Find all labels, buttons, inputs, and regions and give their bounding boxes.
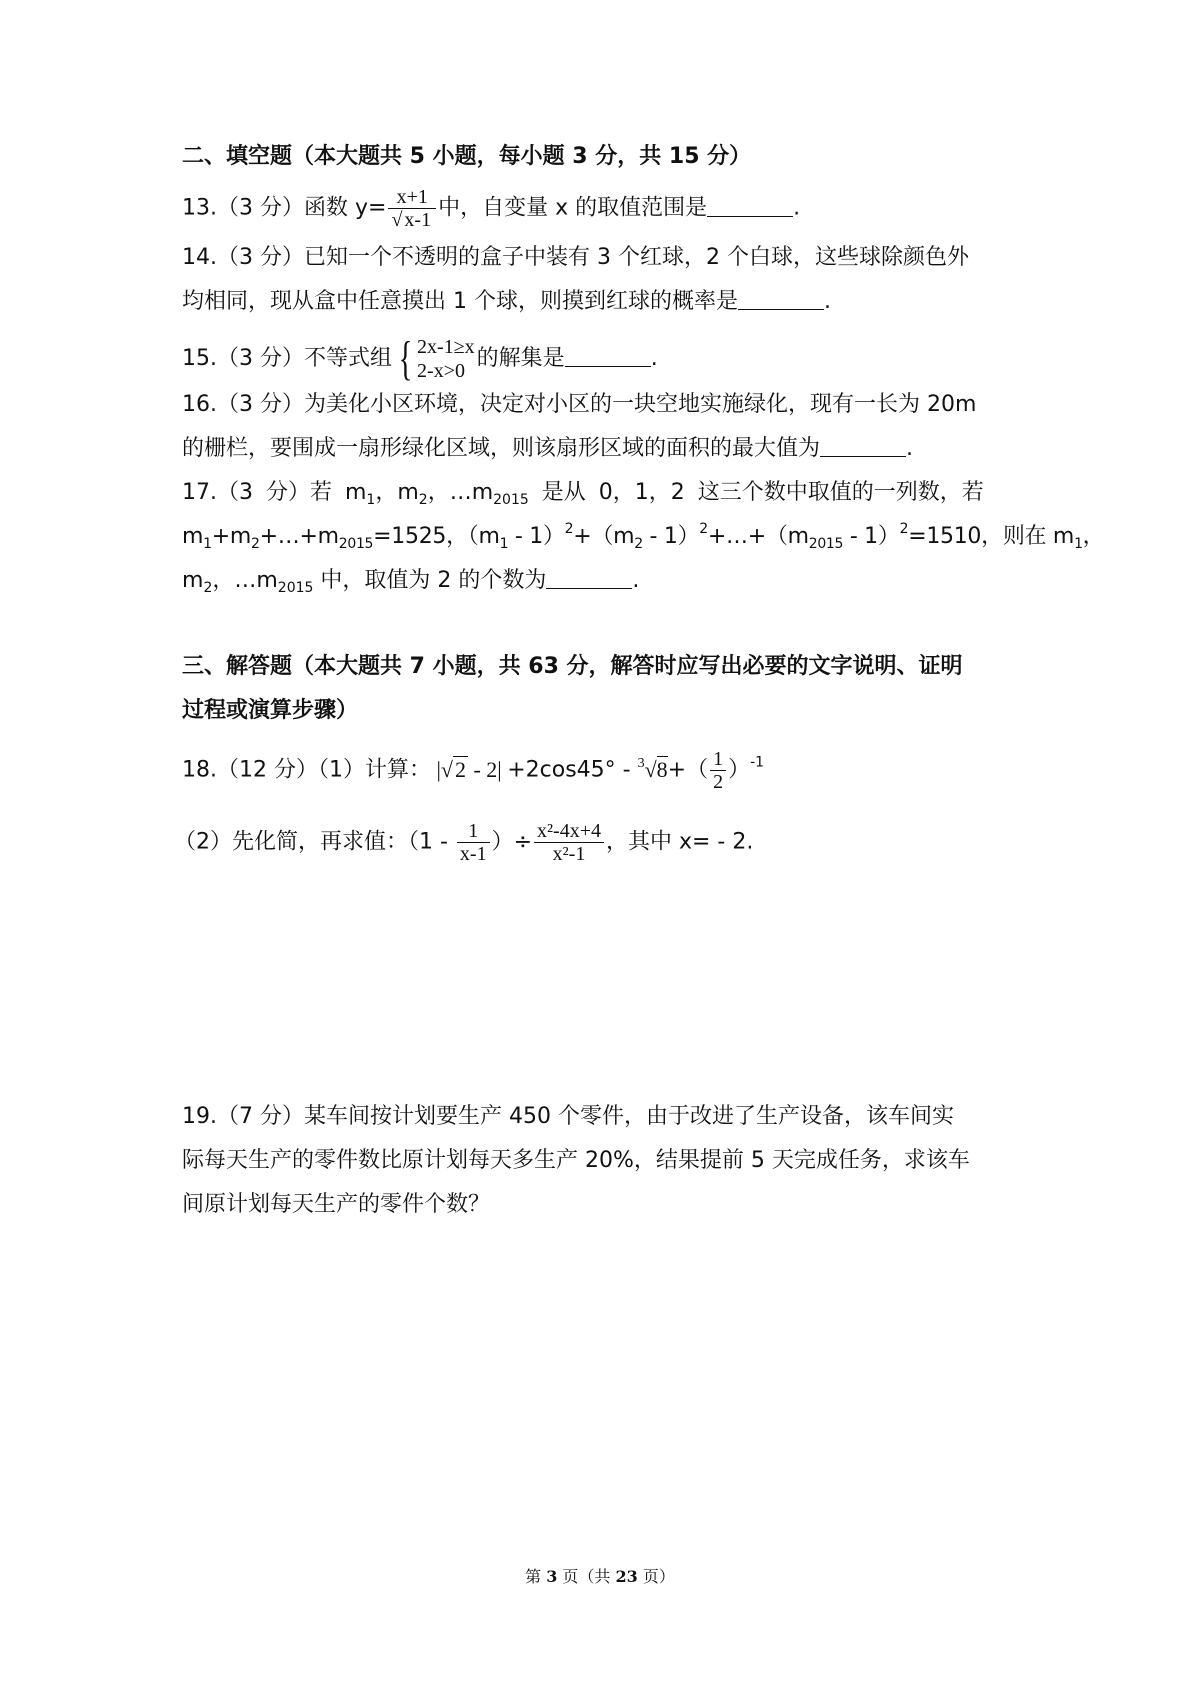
left-brace: { bbox=[398, 332, 413, 385]
question-19-line-3: 间原计划每天生产的零件个数？ bbox=[182, 1192, 491, 1217]
q16-period: . bbox=[906, 436, 914, 461]
subscript: 2015 bbox=[493, 492, 529, 508]
total-pages: 23 bbox=[615, 1567, 638, 1586]
q17-text: 中，取值为 2 的个数为 bbox=[313, 568, 547, 593]
question-14-line-1: 14.（3 分）已知一个不透明的盒子中装有 3 个红球，2 个白球，这些球除颜色外 bbox=[182, 245, 969, 270]
q17-text: ，m bbox=[375, 480, 419, 505]
q13-period: . bbox=[793, 195, 801, 221]
q13-suffix: 中，自变量 x 的取值范围是 bbox=[438, 195, 708, 221]
root-index: 3 bbox=[637, 755, 645, 771]
q18-p2-prefix: （2）先化简，再求值：（1 - bbox=[174, 829, 455, 855]
answer-blank bbox=[546, 568, 632, 589]
denominator: x-1 bbox=[459, 843, 487, 865]
q13-numerator: x+1 bbox=[388, 186, 436, 209]
q14-text: 均相同，现从盒中任意摸出 1 个球，则摸到红球的概率是 bbox=[182, 289, 738, 314]
answer-blank bbox=[820, 436, 906, 457]
superscript: 2 bbox=[899, 521, 909, 537]
page-footer bbox=[0, 1564, 1200, 1587]
answer-blank bbox=[707, 196, 793, 217]
q17-text: +…+（m bbox=[707, 524, 809, 549]
q18-close: ） bbox=[728, 757, 751, 783]
half-fraction bbox=[710, 748, 726, 793]
numerator: x²-4x+4 bbox=[534, 820, 604, 843]
subscript: 2015 bbox=[338, 536, 374, 552]
q18-prefix: 18.（12 分）（1）计算： bbox=[182, 757, 431, 783]
q13-denominator bbox=[388, 209, 436, 231]
exponent: -1 bbox=[750, 754, 765, 771]
fraction-quadratic bbox=[534, 820, 604, 865]
question-17-line-1 bbox=[182, 478, 984, 508]
denominator: 2 bbox=[713, 771, 724, 793]
subscript: 1 bbox=[366, 492, 376, 508]
q17-text: +m bbox=[211, 524, 252, 549]
q17-text: +…+m bbox=[259, 524, 339, 549]
question-18-part-1 bbox=[182, 748, 764, 793]
q17-text: - 1） bbox=[642, 524, 700, 549]
q17-text: =1525，（m bbox=[373, 524, 500, 549]
question-16-line-1: 16.（3 分）为美化小区环境，决定对小区的一块空地实施绿化，现有一长为 20m bbox=[182, 392, 977, 417]
inequality-row-2: 2-x>0 bbox=[417, 360, 465, 382]
question-15 bbox=[182, 334, 658, 384]
q17-text: ，…m bbox=[427, 480, 494, 505]
q17-text: 是从 0，1，2 这三个数中取值的一列数，若 bbox=[528, 480, 984, 505]
absolute-value: |√2 - 2| bbox=[431, 757, 507, 782]
subscript: 2015 bbox=[277, 580, 314, 596]
subscript: 2 bbox=[634, 536, 643, 552]
abs-tail: - 2 bbox=[467, 756, 498, 782]
question-17-line-2 bbox=[182, 522, 1104, 552]
q17-text: m bbox=[182, 524, 204, 549]
q15-suffix: 的解集是 bbox=[476, 346, 565, 371]
subscript: 2 bbox=[418, 492, 428, 508]
q17-period: . bbox=[632, 568, 640, 593]
subscript: 1 bbox=[203, 536, 212, 552]
q16-text: 的栅栏，要围成一扇形绿化区域，则该扇形区域的面积的最大值为 bbox=[182, 436, 821, 461]
numerator: 1 bbox=[457, 820, 490, 843]
inequality-system bbox=[394, 334, 475, 384]
page-number: 3 bbox=[546, 1567, 558, 1586]
subscript: 1 bbox=[1074, 536, 1083, 552]
q17-text: 17.（3 分）若 m bbox=[182, 480, 367, 505]
subscript: 2 bbox=[251, 536, 260, 552]
inequality-row-1: 2x-1≥x bbox=[417, 336, 475, 358]
radicand: 8 bbox=[656, 756, 668, 782]
q18-p2-suffix: ，其中 x= - 2. bbox=[605, 829, 754, 855]
question-16-line-2 bbox=[182, 434, 913, 464]
subscript: 1 bbox=[499, 536, 509, 552]
footer-text: 页） bbox=[637, 1567, 675, 1586]
q17-text: +（m bbox=[573, 524, 635, 549]
question-19-line-2: 际每天生产的零件数比原计划每天多生产 20%，结果提前 5 天完成任务，求该车 bbox=[182, 1148, 970, 1173]
question-19-line-1: 19.（7 分）某车间按计划要生产 450 个零件，由于改进了生产设备，该车间实 bbox=[182, 1104, 954, 1129]
numerator: 1 bbox=[710, 748, 726, 771]
q18-mid: +2cos45° - bbox=[507, 757, 638, 783]
q15-prefix: 15.（3 分）不等式组 bbox=[182, 346, 392, 371]
q14-period: . bbox=[824, 289, 831, 314]
superscript: 2 bbox=[699, 521, 708, 537]
q17-text: m bbox=[182, 568, 204, 593]
sqrt-symbol: √ x-1 bbox=[391, 209, 432, 231]
q17-text: - 1） bbox=[843, 524, 900, 549]
footer-text: 第 bbox=[525, 1567, 547, 1586]
footer-text: 页（共 bbox=[557, 1567, 616, 1586]
subscript: 2015 bbox=[808, 536, 844, 552]
q17-text: ， bbox=[1082, 524, 1105, 549]
q13-fraction bbox=[388, 186, 436, 231]
subscript: 2 bbox=[203, 580, 213, 596]
question-14-line-2 bbox=[182, 287, 831, 317]
sqrt-symbol: √2 bbox=[440, 756, 466, 782]
q17-text: =1510，则在 m bbox=[908, 524, 1075, 549]
q13-radicand: x-1 bbox=[404, 209, 432, 231]
q15-period: . bbox=[650, 346, 658, 371]
section-title-answer-line-1: 三、解答题（本大题共 7 小题，共 63 分，解答时应写出必要的文字说明、证明 bbox=[182, 654, 963, 679]
section-title-fill-in: 二、填空题（本大题共 5 小题，每小题 3 分，共 15 分） bbox=[182, 144, 752, 169]
section-title-answer-line-2: 过程或演算步骤） bbox=[182, 698, 359, 723]
radicand: 2 bbox=[454, 756, 466, 782]
q18-p2-mid: ）÷ bbox=[491, 829, 533, 855]
superscript: 2 bbox=[564, 521, 574, 537]
denominator: x²-1 bbox=[552, 843, 586, 865]
q13-prefix: 13.（3 分）函数 y= bbox=[182, 195, 387, 221]
answer-blank bbox=[565, 346, 651, 367]
fraction-1-over-x-minus-1 bbox=[457, 820, 490, 865]
cube-root: $^3$√8 bbox=[637, 755, 668, 782]
q17-text: - 1） bbox=[508, 524, 565, 549]
answer-blank bbox=[738, 289, 824, 310]
q18-plus: +（ bbox=[667, 757, 709, 783]
q17-text: ，…m bbox=[212, 568, 278, 593]
question-13 bbox=[182, 186, 800, 231]
question-18-part-2 bbox=[174, 820, 753, 865]
question-17-line-3 bbox=[182, 566, 639, 596]
